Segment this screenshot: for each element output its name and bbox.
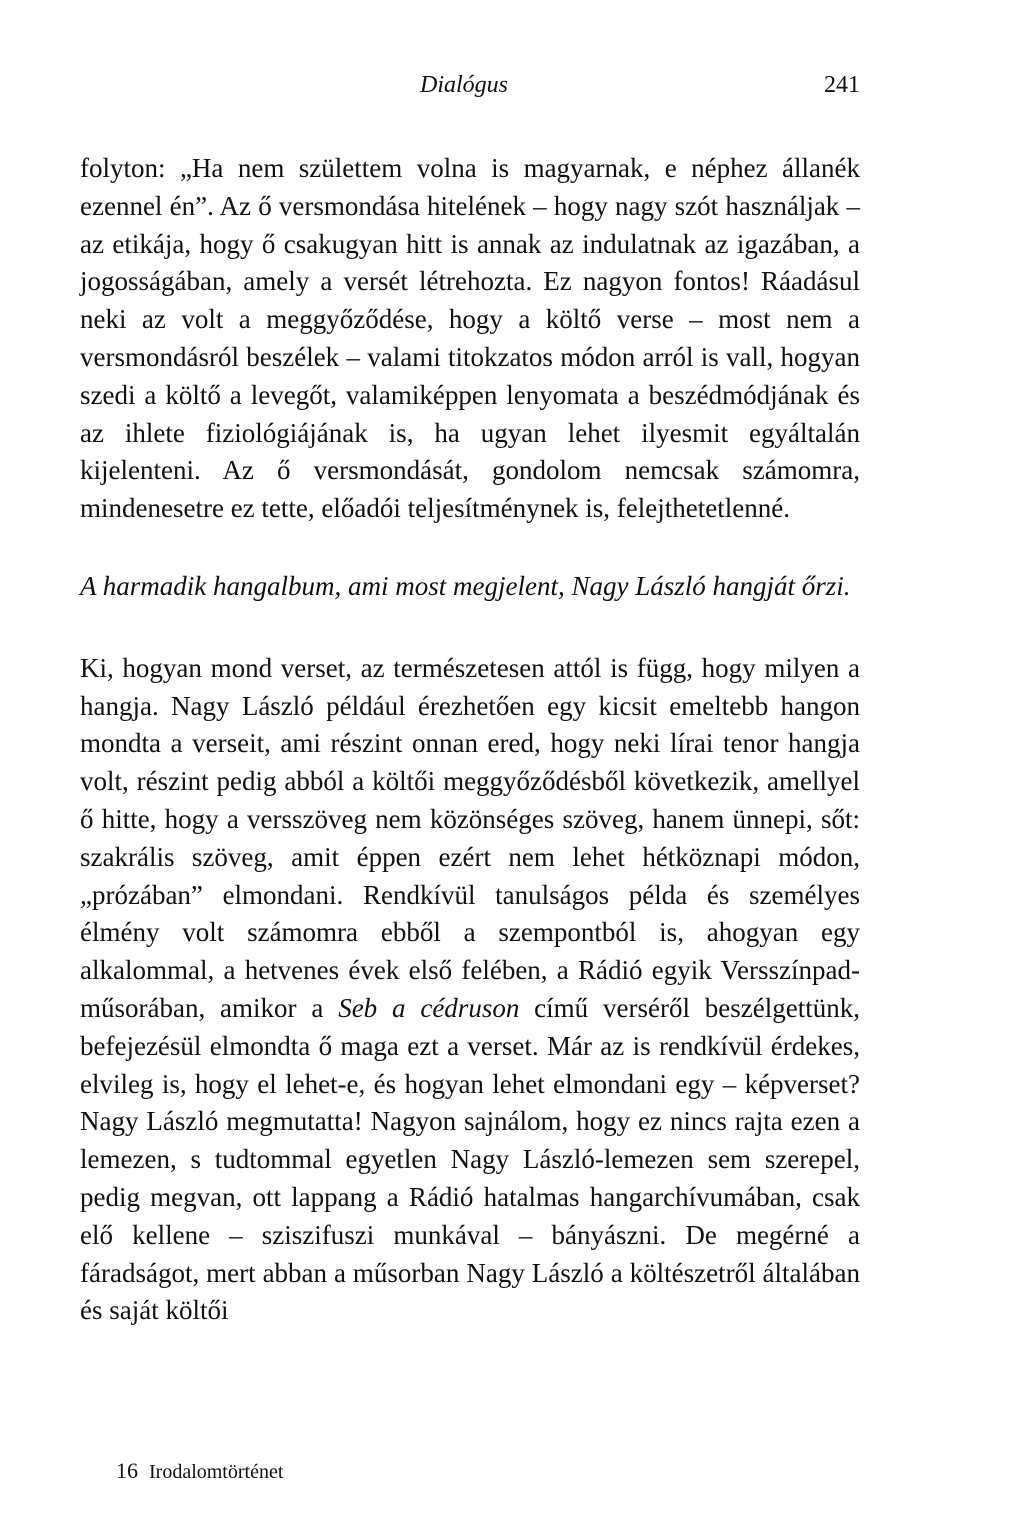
- signature-number: 16: [116, 1458, 138, 1483]
- paragraph-answer-text: Ki, hogyan mond verset, az természetesen attól is függ, hogy milyen a hangja. Nagy László például érezhetően egy kicsit emeltebb hangon mondta a verseit, ami részint onnan ered, hogy neki lírai tenor hangja volt, részint pedig abból a költői meggyőződésből következik, amellyel ő hitte, hogy a versszöveg nem közönséges szöveg, hanem ünnepi, sőt: szakrális szöveg, amit éppen ezért nem lehet hétköznapi módon, „prózában” elmondani. Rendkívül tanulságos példa és személyes élmény volt számomra ebből a szempontból is, ahogyan egy alkalommal, a hetvenes évek első felében, a Rádió egyik Versszínpad-műsorában, amikor a: [80, 652, 860, 1023]
- book-page: [80, 62, 860, 1482]
- signature-label: Irodalomtörténet: [149, 1461, 284, 1483]
- page-number: 241: [824, 72, 860, 98]
- printer-signature: [116, 1458, 283, 1484]
- running-head: [80, 62, 860, 110]
- running-title: Dialógus: [420, 72, 509, 98]
- paragraph-first: folyton: „Ha nem születtem volna is magyarnak, e néphez állanék ezennel én”. Az ő versmondása hitelének – hogy nagy szót használjak – az etikája, hogy ő csakugyan hitt is annak az indulatnak az igazában, a jogosságában, amely a versét létrehozta. Ez nagyon fontos! Ráadásul neki az volt a meggyőződése, hogy a költő verse – most nem a versmondásról beszélek – valami titokzatos módon arról is vall, hogyan szedi a költő a levegőt, valamiképpen lenyomata a beszédmódjának és az ihlete fiziológiájának is, ha ugyan lehet ilyesmit egyáltalán kijelenteni. Az ő versmondását, gondolom nemcsak számomra, mindenesetre ez tette, előadói teljesítménynek is, felejthetetlenné.: [80, 153, 860, 524]
- poem-title: Seb a cédruson: [338, 992, 520, 1023]
- paragraph-answer-rest: című verséről beszélgettünk, befejezésül elmondta ő maga ezt a verset. Már az is rendkívül érdekes, elvileg is, hogy el lehet-e, és hogyan lehet elmondani egy – képverset? Nagy László megmutatta! Nagyon sajnálom, hogy ez nincs rajta ezen a lemezen, s tudtommal egyetlen Nagy László-lemezen sem szerepel, pedig megvan, ott lappang a Rádió hatalmas hangarchívumában, csak elő kellene – sziszifuszi munkával – bányászni. De megérné a fáradságot, mert abban a műsorban Nagy László a költészetről általában és saját költői: [80, 992, 860, 1326]
- paragraph-answer: [80, 650, 860, 1330]
- interview-question: A harmadik hangalbum, ami most megjelent, Nagy László hangját őrzi.: [80, 570, 851, 601]
